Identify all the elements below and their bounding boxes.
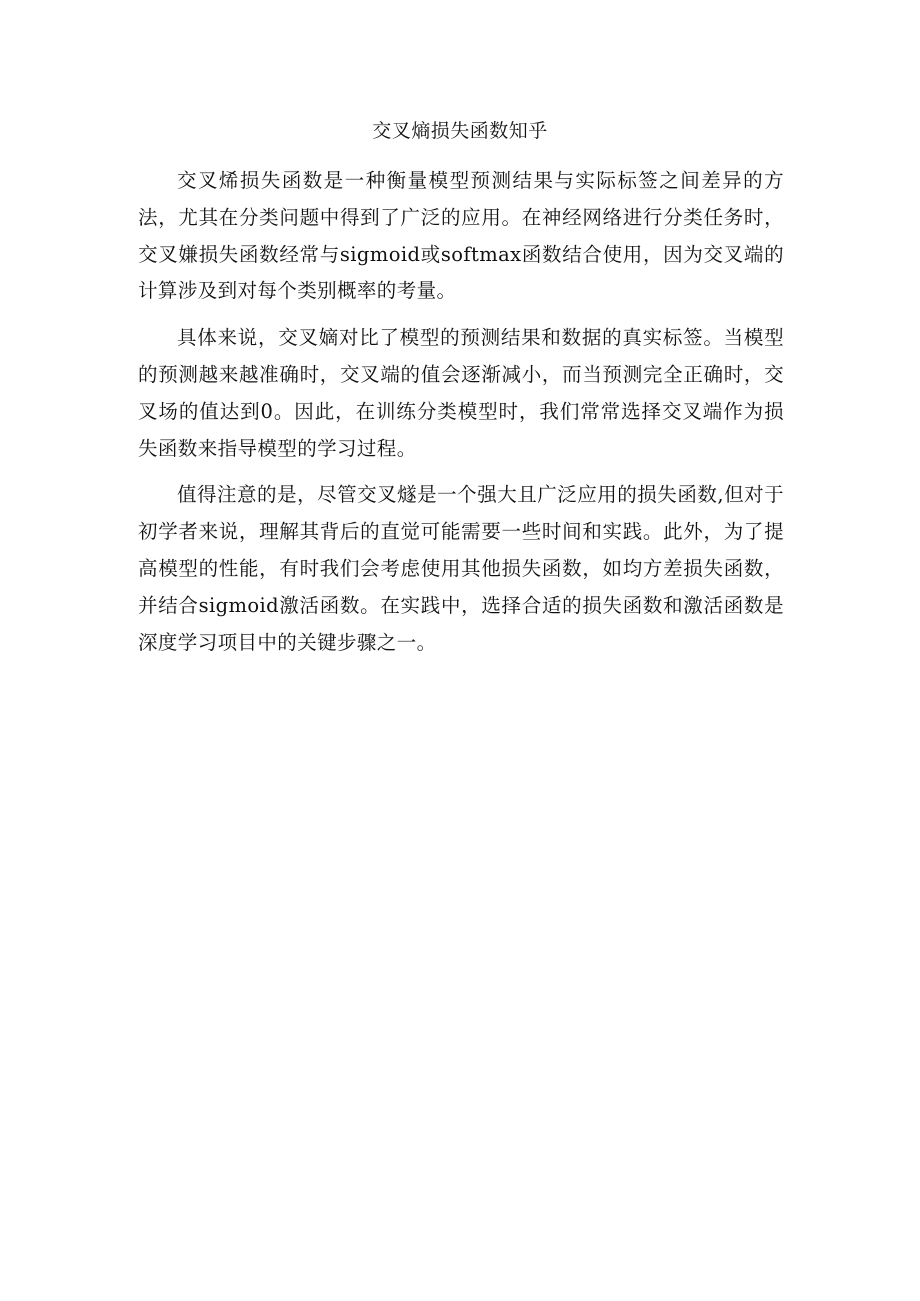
paragraph-1: 交叉烯损失函数是一种衡量模型预测结果与实际标签之间差异的方法，尤其在分类问题中得到了广泛的应用。在神经网络进行分类任务时，交叉嫌损失函数经常与sigmoid或softmax函数结合使用，因为交叉端的计算涉及到对每个类别概率的考量。 (138, 169, 784, 303)
paragraph-3: 值得注意的是，尽管交叉燧是一个强大且广泛应用的损失函数,但对于初学者来说，理解其背后的直觉可能需要一些时间和实践。此外，为了提高模型的性能，有时我们会考虑使用其他损失函数，如均方差损失函数，并结合sigmoid激活函数。在实践中，选择合适的损失函数和激活函数是深度学习项目中的关键步骤之一。 (138, 483, 784, 654)
document-title: 交叉熵损失函数知乎 (372, 120, 548, 142)
document-body (138, 163, 784, 671)
paragraph-2: 具体来说，交叉嫡对比了模型的预测结果和数据的真实标签。当模型的预测越来越准确时，交叉端的值会逐渐减小，而当预测完全正确时，交叉场的值达到0。因此，在训练分类模型时，我们常常选择交叉端作为损失函数来指导模型的学习过程。 (138, 326, 784, 460)
